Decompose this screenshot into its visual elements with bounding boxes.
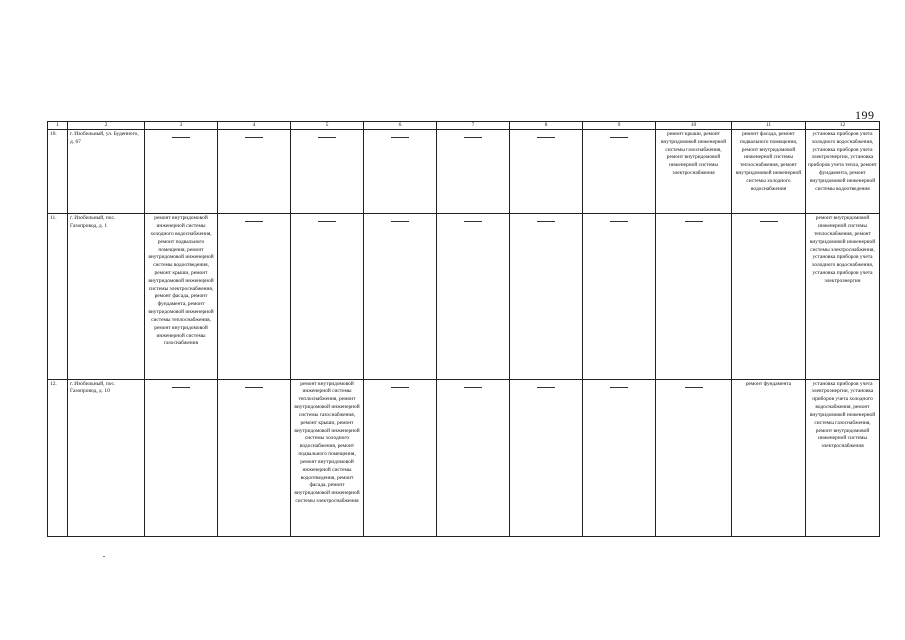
column-header: 5 <box>291 122 364 130</box>
empty-cell <box>583 130 656 214</box>
row-address: г. Изобильный, пос. Газопровод, д. 10 <box>68 379 145 536</box>
empty-cell <box>437 130 510 214</box>
dash-mark <box>685 387 703 388</box>
row-number: 10. <box>48 130 68 214</box>
repair-plan-table <box>47 121 880 537</box>
work-cell: ремонт фасада, ремонт подвального помещения, ремонт внутридомовой инженерной системы теплоснабжения, ремонт внутридомовой инженерной системы холодного водоснабжения <box>732 130 806 214</box>
empty-cell <box>218 214 291 379</box>
page-number: 199 <box>855 108 875 122</box>
empty-cell <box>510 379 583 536</box>
dash-mark <box>172 137 190 138</box>
empty-cell <box>583 379 656 536</box>
empty-cell <box>510 130 583 214</box>
column-header: 2 <box>68 122 145 130</box>
empty-cell <box>364 379 437 536</box>
dash-mark <box>464 221 482 222</box>
dash-mark <box>760 221 778 222</box>
dash-mark <box>537 221 555 222</box>
empty-cell <box>218 130 291 214</box>
work-cell: установка приборов учета электроэнергии, установка приборов учета холодного водоснабжения, ремонт внутридомовой инженерной системы газоснабжения, ремонт внутридомовой инженерной системы электроснабжения <box>806 379 880 536</box>
dash-mark <box>391 387 409 388</box>
dash-mark <box>685 221 703 222</box>
dash-mark <box>391 221 409 222</box>
empty-cell <box>437 214 510 379</box>
work-cell: установка приборов учета холодного водоснабжения, установка приборов учета электроэнергии, установка приборов учета тепла, ремонт фундамента, ремонт внутридомовой инженерной системы водоотведения <box>806 130 880 214</box>
empty-cell <box>364 214 437 379</box>
column-header: 4 <box>218 122 291 130</box>
row-address: г. Изобильный, пос. Газопровод, д. 1 <box>68 214 145 379</box>
column-header: 6 <box>364 122 437 130</box>
work-cell: ремонт крыши, ремонт внутридомовой инженерной системы газоснабжения, ремонт внутридомовой инженерной системы электроснабжения <box>656 130 732 214</box>
empty-cell <box>732 214 806 379</box>
row-number: 11. <box>48 214 68 379</box>
column-number-row <box>48 122 880 130</box>
dash-mark <box>318 137 336 138</box>
empty-cell <box>583 214 656 379</box>
work-cell: ремонт внутридомовой инженерной системы теплоснабжения, ремонт внутридомовой инженерной системы электроснабжения, установка приборов учета холодного водоснабжения, установка приборов учета электроэнергии <box>806 214 880 379</box>
dash-mark <box>610 137 628 138</box>
row-address: г. Изобильный, ул. Буденного, д. 67 <box>68 130 145 214</box>
empty-cell <box>656 379 732 536</box>
empty-cell <box>145 130 218 214</box>
empty-cell <box>437 379 510 536</box>
dash-mark <box>245 221 263 222</box>
column-header: 3 <box>145 122 218 130</box>
table-row <box>48 130 880 214</box>
dash-mark <box>537 387 555 388</box>
dash-mark <box>245 387 263 388</box>
dash-mark <box>245 137 263 138</box>
work-cell: ремонт внутридомовой инженерной системы теплоснабжения, ремонт внутридомовой инженерной системы газоснабжения, ремонт крыши, ремонт внутридомовой инженерной системы холодного водоснабжения, ремонт подвального помещения, ремонт внутридомовой инженерной системы водоотведения, ремонт фасада, ремонт внутридомовой инженерной системы электроснабжения <box>291 379 364 536</box>
dash-mark <box>464 387 482 388</box>
column-header: 7 <box>437 122 510 130</box>
empty-cell <box>291 214 364 379</box>
table-row <box>48 214 880 379</box>
empty-cell <box>510 214 583 379</box>
work-cell: ремонт внутридомовой инженерной системы холодного водоснабжения, ремонт подвального помещения, ремонт внутридомовой инженерной системы водоотведения, ремонт крыши, ремонт внутридомовой инженерной системы электроснабжения, ремонт фасада, ремонт фундамента, ремонт внутридомовой инженерной системы теплоснабжения, ремонт внутридомовой инженерной системы газоснабжения <box>145 214 218 379</box>
empty-cell <box>218 379 291 536</box>
empty-cell <box>656 214 732 379</box>
dash-mark <box>537 137 555 138</box>
scan-speck <box>103 556 105 557</box>
column-header: 12 <box>806 122 880 130</box>
empty-cell <box>145 379 218 536</box>
work-cell: ремонт фундамента <box>732 379 806 536</box>
dash-mark <box>391 137 409 138</box>
dash-mark <box>610 387 628 388</box>
dash-mark <box>464 137 482 138</box>
column-header: 11 <box>732 122 806 130</box>
dash-mark <box>318 221 336 222</box>
empty-cell <box>291 130 364 214</box>
dash-mark <box>172 387 190 388</box>
dash-mark <box>610 221 628 222</box>
table-row <box>48 379 880 536</box>
column-header: 9 <box>583 122 656 130</box>
empty-cell <box>364 130 437 214</box>
column-header: 10 <box>656 122 732 130</box>
row-number: 12. <box>48 379 68 536</box>
column-header: 1 <box>48 122 68 130</box>
column-header: 8 <box>510 122 583 130</box>
